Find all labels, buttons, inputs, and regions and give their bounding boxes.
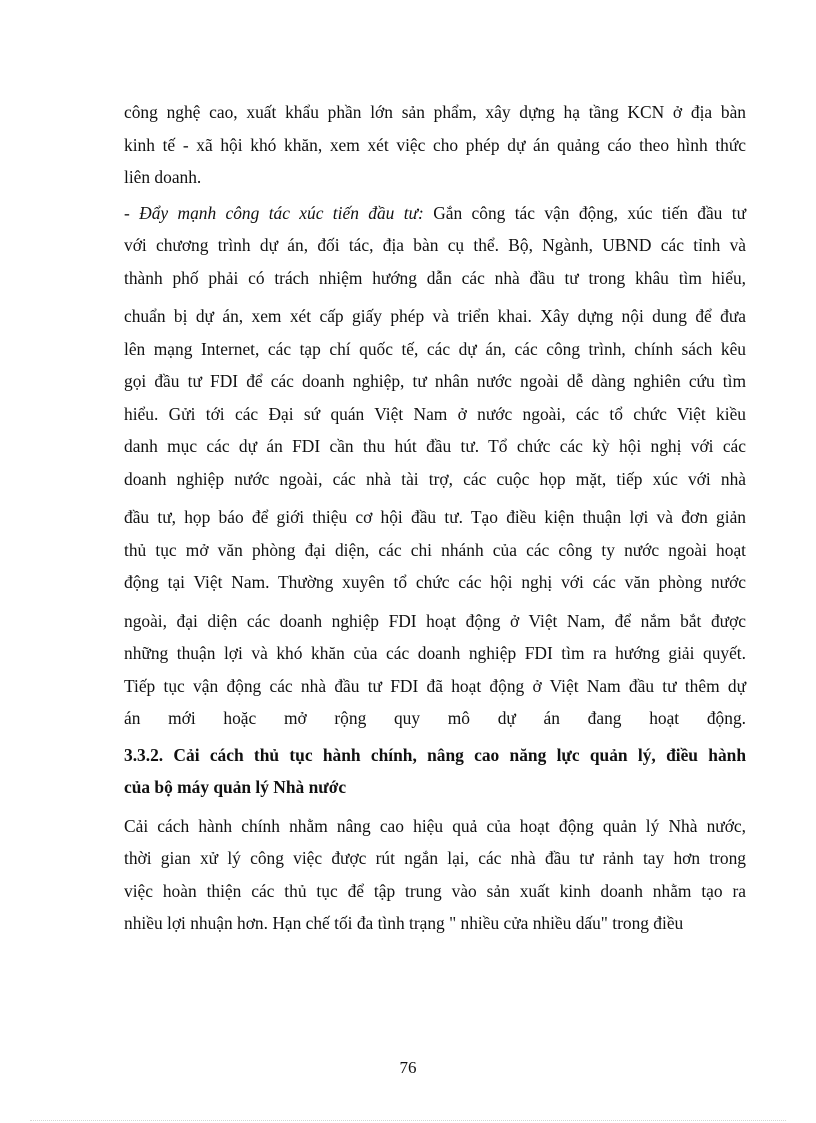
italic-lead-phrase: - Đẩy mạnh công tác xúc tiến đầu tư:	[124, 202, 424, 223]
text-line: động tại Việt Nam. Thường xuyên tổ chức các hội nghị với các văn phòng nước	[124, 572, 746, 592]
text-run: Gắn công tác vận động, xúc tiến đầu tư	[423, 202, 746, 223]
text-line: thủ tục mở văn phòng đại diện, các chi nhánh của các công ty nước ngoài hoạt	[124, 539, 746, 560]
text-line: với chương trình dự án, đối tác, địa bàn cụ thể. Bộ, Ngành, UBND các tỉnh và	[124, 235, 746, 255]
text-line: những thuận lợi và khó khăn của các doanh nghiệp FDI tìm ra hướng giải quyết.	[124, 643, 746, 663]
section-heading	[124, 739, 746, 804]
text-line: đầu tư, họp báo để giới thiệu cơ hội đầu tư. Tạo điều kiện thuận lợi và đơn giản	[124, 507, 746, 527]
text-line: gọi đầu tư FDI để các doanh nghiệp, tư nhân nước ngoài dễ dàng nghiên cứu tìm	[124, 371, 746, 391]
text-line: thành phố phải có trách nhiệm hướng dẫn các nhà đầu tư trong khâu tìm hiểu,	[124, 267, 746, 288]
text-line: Tiếp tục vận động các nhà đầu tư FDI đã hoạt động ở Việt Nam đầu tư thêm dự	[124, 675, 746, 696]
text-line: chuẩn bị dự án, xem xét cấp giấy phép và triển khai. Xây dựng nội dung để đưa	[124, 306, 746, 326]
text-line: doanh nghiệp nước ngoài, các nhà tài trợ, các cuộc họp mặt, tiếp xúc với nhà	[124, 468, 746, 489]
paragraph-2	[124, 197, 746, 735]
text-line: thời gian xử lý công việc được rút ngắn lại, các nhà đầu tư rảnh tay hơn trong	[124, 848, 746, 868]
text-line: nhiều lợi nhuận hơn. Hạn chế tối đa tình trạng " nhiều cửa nhiều dấu" trong điều	[124, 913, 684, 933]
document-page	[124, 96, 746, 940]
heading-line: của bộ máy quản lý Nhà nước	[124, 777, 347, 797]
text-line: danh mục các dự án FDI cần thu hút đầu tư. Tổ chức các kỳ hội nghị với các	[124, 436, 746, 456]
text-line	[124, 197, 746, 230]
heading-line: 3.3.2. Cải cách thủ tục hành chính, nâng cao năng lực quản lý, điều hành	[124, 744, 746, 765]
text-line: ngoài, đại diện các doanh nghiệp FDI hoạt động ở Việt Nam, để nắm bắt được	[124, 610, 746, 631]
text-line: việc hoàn thiện các thủ tục để tập trung vào sản xuất kinh doanh nhằm tạo ra	[124, 880, 746, 901]
text-line: lên mạng Internet, các tạp chí quốc tế, các dự án, các công trình, chính sách kêu	[124, 338, 746, 359]
paragraph-3	[124, 810, 746, 940]
text-line: án mới hoặc mở rộng quy mô dự án đang hoạt động.	[124, 708, 746, 728]
text-line: công nghệ cao, xuất khẩu phần lớn sản phẩm, xây dựng hạ tầng KCN ở địa bàn	[124, 102, 746, 122]
text-line: kinh tế - xã hội khó khăn, xem xét việc cho phép dự án quảng cáo theo hình thức	[124, 134, 746, 155]
paragraph-1	[124, 96, 746, 194]
page-number: 76	[399, 1058, 417, 1077]
text-line: liên doanh.	[124, 167, 202, 187]
text-line: Cải cách hành chính nhằm nâng cao hiệu quả của hoạt động quản lý Nhà nước,	[124, 815, 746, 836]
page-bottom-divider	[30, 1120, 786, 1121]
text-line: hiểu. Gửi tới các Đại sứ quán Việt Nam ở nước ngoài, các tổ chức Việt kiều	[124, 403, 746, 424]
